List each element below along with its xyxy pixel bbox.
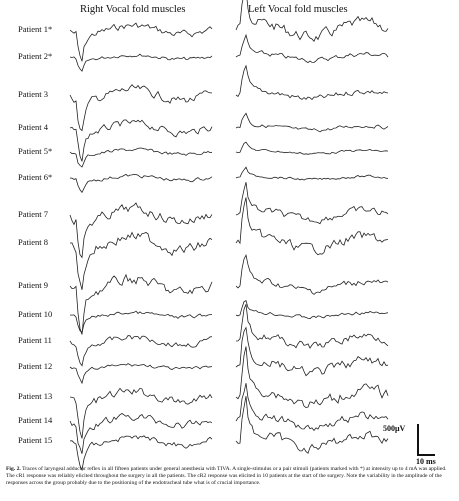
patient-label: Patient 13	[18, 391, 53, 401]
left-trace	[236, 304, 388, 348]
left-column-heading: Left Vocal fold muscles	[248, 4, 348, 15]
left-trace	[236, 182, 388, 224]
left-trace	[236, 255, 388, 294]
scale-bar-vertical	[417, 424, 419, 456]
left-trace	[236, 167, 388, 180]
figure-caption	[6, 466, 453, 486]
patient-label: Patient 1*	[18, 24, 53, 34]
scale-bar-time: 10 ms	[416, 457, 436, 466]
patient-label: Patient 11	[18, 335, 52, 345]
patient-label: Patient 4	[18, 122, 48, 132]
right-column-heading: Right Vocal fold muscles	[80, 4, 186, 15]
patient-label: Patient 9	[18, 280, 48, 290]
patient-label: Patient 14	[18, 415, 53, 425]
patient-label: Patient 12	[18, 361, 53, 371]
left-trace	[236, 0, 388, 41]
patient-label: Patient 8	[18, 237, 48, 247]
right-trace	[70, 336, 212, 366]
scale-bar	[383, 424, 443, 466]
right-trace	[70, 311, 212, 332]
scale-bar-horizontal	[417, 454, 435, 456]
right-trace	[70, 85, 212, 131]
right-trace	[70, 174, 212, 192]
patient-label: Patient 2*	[18, 51, 53, 61]
left-trace	[236, 396, 388, 453]
caption-label: Fig. 2.	[6, 466, 21, 472]
left-trace	[236, 66, 388, 100]
right-trace	[70, 364, 212, 384]
left-trace	[236, 347, 388, 408]
right-trace	[70, 414, 212, 454]
caption-text: Traces of laryngeal adductor reflex in all fifteen patients under general anesthesia with TIVA. A single-stimulus or a pair stimuli (patients marked with *) at intensity up to 4 mA was applied. The cR1 response was reliably elicited throughout the surgery in all the patients. The cR2 response was elicited in 10 patients at the start of the surgery. Note the variability in the amplitude of the responses across the group probably due to the positioning of the endotracheal tube what is of crucial importance.	[6, 466, 447, 486]
patient-label: Patient 3	[18, 89, 48, 99]
right-trace	[70, 436, 212, 470]
patient-label: Patient 15	[18, 435, 53, 445]
right-trace	[70, 275, 212, 335]
right-trace	[70, 388, 212, 438]
patient-label: Patient 7	[18, 209, 48, 219]
left-trace	[236, 198, 388, 255]
left-trace	[236, 113, 388, 132]
right-trace	[70, 148, 212, 167]
right-trace	[70, 120, 212, 161]
right-trace	[70, 233, 212, 290]
left-trace	[236, 142, 388, 154]
patient-label: Patient 5*	[18, 146, 53, 156]
patient-label: Patient 10	[18, 309, 53, 319]
scale-bar-amplitude: 500μV	[383, 424, 406, 433]
right-trace	[70, 203, 212, 257]
right-trace	[70, 54, 212, 71]
left-trace	[236, 301, 388, 319]
patient-label: Patient 6*	[18, 172, 53, 182]
